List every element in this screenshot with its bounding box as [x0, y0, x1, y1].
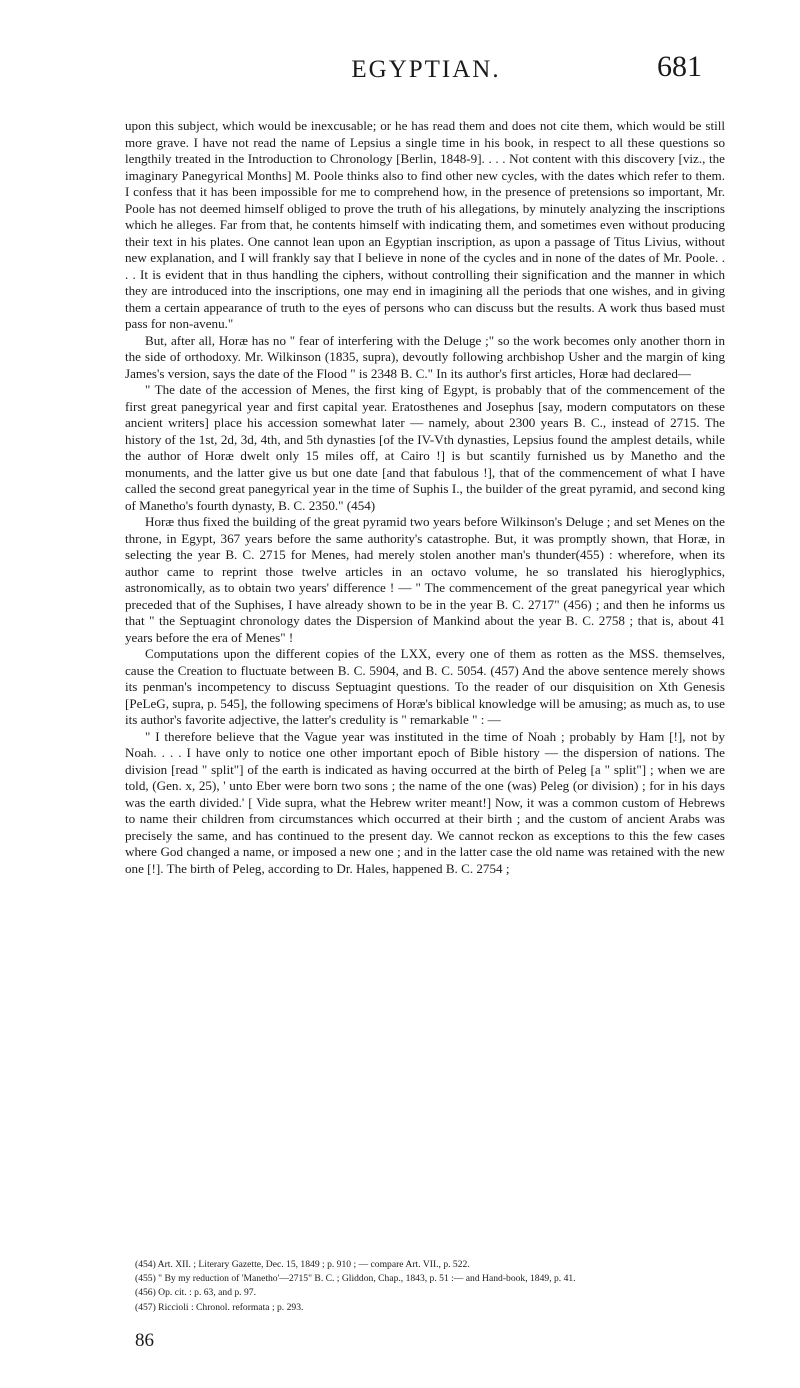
block-quote: " I therefore believe that the Vague year was instituted in the time of Noah ; probably by Ham [!], not by Noah. . . . I have only to notice one other important epoch of Bible history — the dispersion of nations. The division [read " split"] of the earth is indicated as having occurred at the birth of Peleg [a " split"] ; when we are told, (Gen. x, 25), ' unto Eber were born two sons ; the name of the one (was) Peleg (or division) ; for in his days was the earth divided.' [ Vide supra, what the Hebrew writer meant!] Now, it was a common custom of Hebrews to name their children from circumstances which occurred at their birth ; and the custom of ancient Arabs was precisely the same, and has continued to the present day. We cannot reckon as exceptions to this the few cases where God changed a name, or imposed a new one ; and in the latter case the old name was retained with the new one [!]. The birth of Peleg, according to Dr. Hales, happened B. C. 2754 ; [125, 728, 725, 876]
page-number: 681 [657, 50, 702, 83]
page-header [150, 50, 702, 90]
paragraph: upon this subject, which would be inexcusable; or he has read them and does not cite them, which would be still more grave. I have not read the name of Lepsius a single time in his book, in respect to all these questions so lengthily treated in the Introduction to Chronology [Berlin, 1848-9]. . . . Not content with this discovery [viz., the imaginary Panegyrical Months] M. Poole thinks also to find other new cycles, with the dates which refer to them. I confess that it has been impossible for me to comprehend how, in the presence of pretensions so important, Mr. Poole has not deemed himself obliged to prove the truth of his allegations, by minutely analyzing the inscriptions which he alleges. Far from that, he contents himself with indicating them, and sometimes even without producing their text in his plates. One cannot lean upon an Egyptian inscription, as upon a passage of Titus Livius, without new explanation, and I will frankly say that I believe in none of the cycles and in none of the dates of Mr. Poole. . . . It is evident that in thus handling the ciphers, without controlling their signification and the manner in which they are introduced into the inscriptions, one may end in imagining all the periods that one wishes, and in giving them a certain appearance of truth to the eyes of persons who can discuss but the results. A work thus based must pass for non-avenu." [125, 118, 725, 331]
block-quote: " The date of the accession of Menes, the first king of Egypt, is probably that of the commencement of the first great panegyrical year and first capital year. Eratosthenes and Josephus [say, modern computators on these ancient writers] place his accession somewhat later — namely, about 2300 years B. C., instead of 2715. The history of the 1st, 2d, 3d, 4th, and 5th dynasties [of the IV-Vth dynasties, Lepsius found the amplest details, while the author of Horæ dwelt only 15 miles off, at Cairo !] is but scantily furnished us by Manetho and the monuments, and the latter give us but one date [and that fabulous !], that of the commencement of what I have called the second great panegyrical year in the time of Suphis I., the builder of the great pyramid, and second king of Manetho's fourth dynasty, B. C. 2350." (454) [125, 382, 725, 513]
signature-mark: 86 [135, 1330, 154, 1351]
paragraph: Horæ thus fixed the building of the great pyramid two years before Wilkinson's Deluge ; and set Menes on the throne, in Egypt, 367 years before the same authority's catastrophe. But, it was promptly shown, that Horæ, in selecting the year B. C. 2715 for Menes, had merely stolen another man's thunder(455) : wherefore, when its author came to reprint those twelve articles in an octavo volume, he so translated his hieroglyphics, astronomically, as to obtain two years' difference ! — " The commencement of the great panegyrical year which preceded that of the Suphises, I have already shown to be in the year B. C. 2717" (456) ; and then he informs us that " the Septuagint chronology dates the Dispersion of Mankind about the year B. C. 2758 ; that is, about 41 years before the era of Menes" ! [125, 514, 725, 645]
paragraph: Computations upon the different copies of the LXX, every one of them as rotten as the MSS. themselves, cause the Creation to fluctuate between B. C. 5904, and B. C. 5054. (457) And the above sentence merely shows its penman's incompetency to discuss Septuagint questions. To the reader of our disquisition on Xth Genesis [PeLeG, supra, p. 545], the following specimens of Horæ's biblical knowledge will be amusing; as much as, to use its author's favorite adjective, the latter's credulity is " remarkable " : — [125, 646, 725, 727]
running-head: EGYPTIAN. [351, 56, 501, 83]
footnote: (456) Op. cit. : p. 63, and p. 97. [135, 1287, 256, 1299]
footnote: (454) Art. XII. ; Literary Gazette, Dec. 15, 1849 ; p. 910 ; — compare Art. VII., p. 522. [135, 1259, 470, 1270]
footnotes [135, 1258, 725, 1315]
footnote: (455) " By my reduction of 'Manetho'—2715" B. C. ; Gliddon, Chap., 1843, p. 51 :— and Hand-book, 1849, p. 41. [135, 1273, 576, 1285]
body-text [125, 118, 725, 877]
paragraph: But, after all, Horæ has no " fear of interfering with the Deluge ;" so the work becomes only another thorn in the side of orthodoxy. Mr. Wilkinson (1835, supra), devoutly following archbishop Usher and the margin of king James's version, says the date of the Flood " is 2348 B. C." In its author's first articles, Horæ had declared— [125, 332, 725, 381]
footnote: (457) Riccioli : Chronol. reformata ; p. 293. [135, 1301, 304, 1313]
